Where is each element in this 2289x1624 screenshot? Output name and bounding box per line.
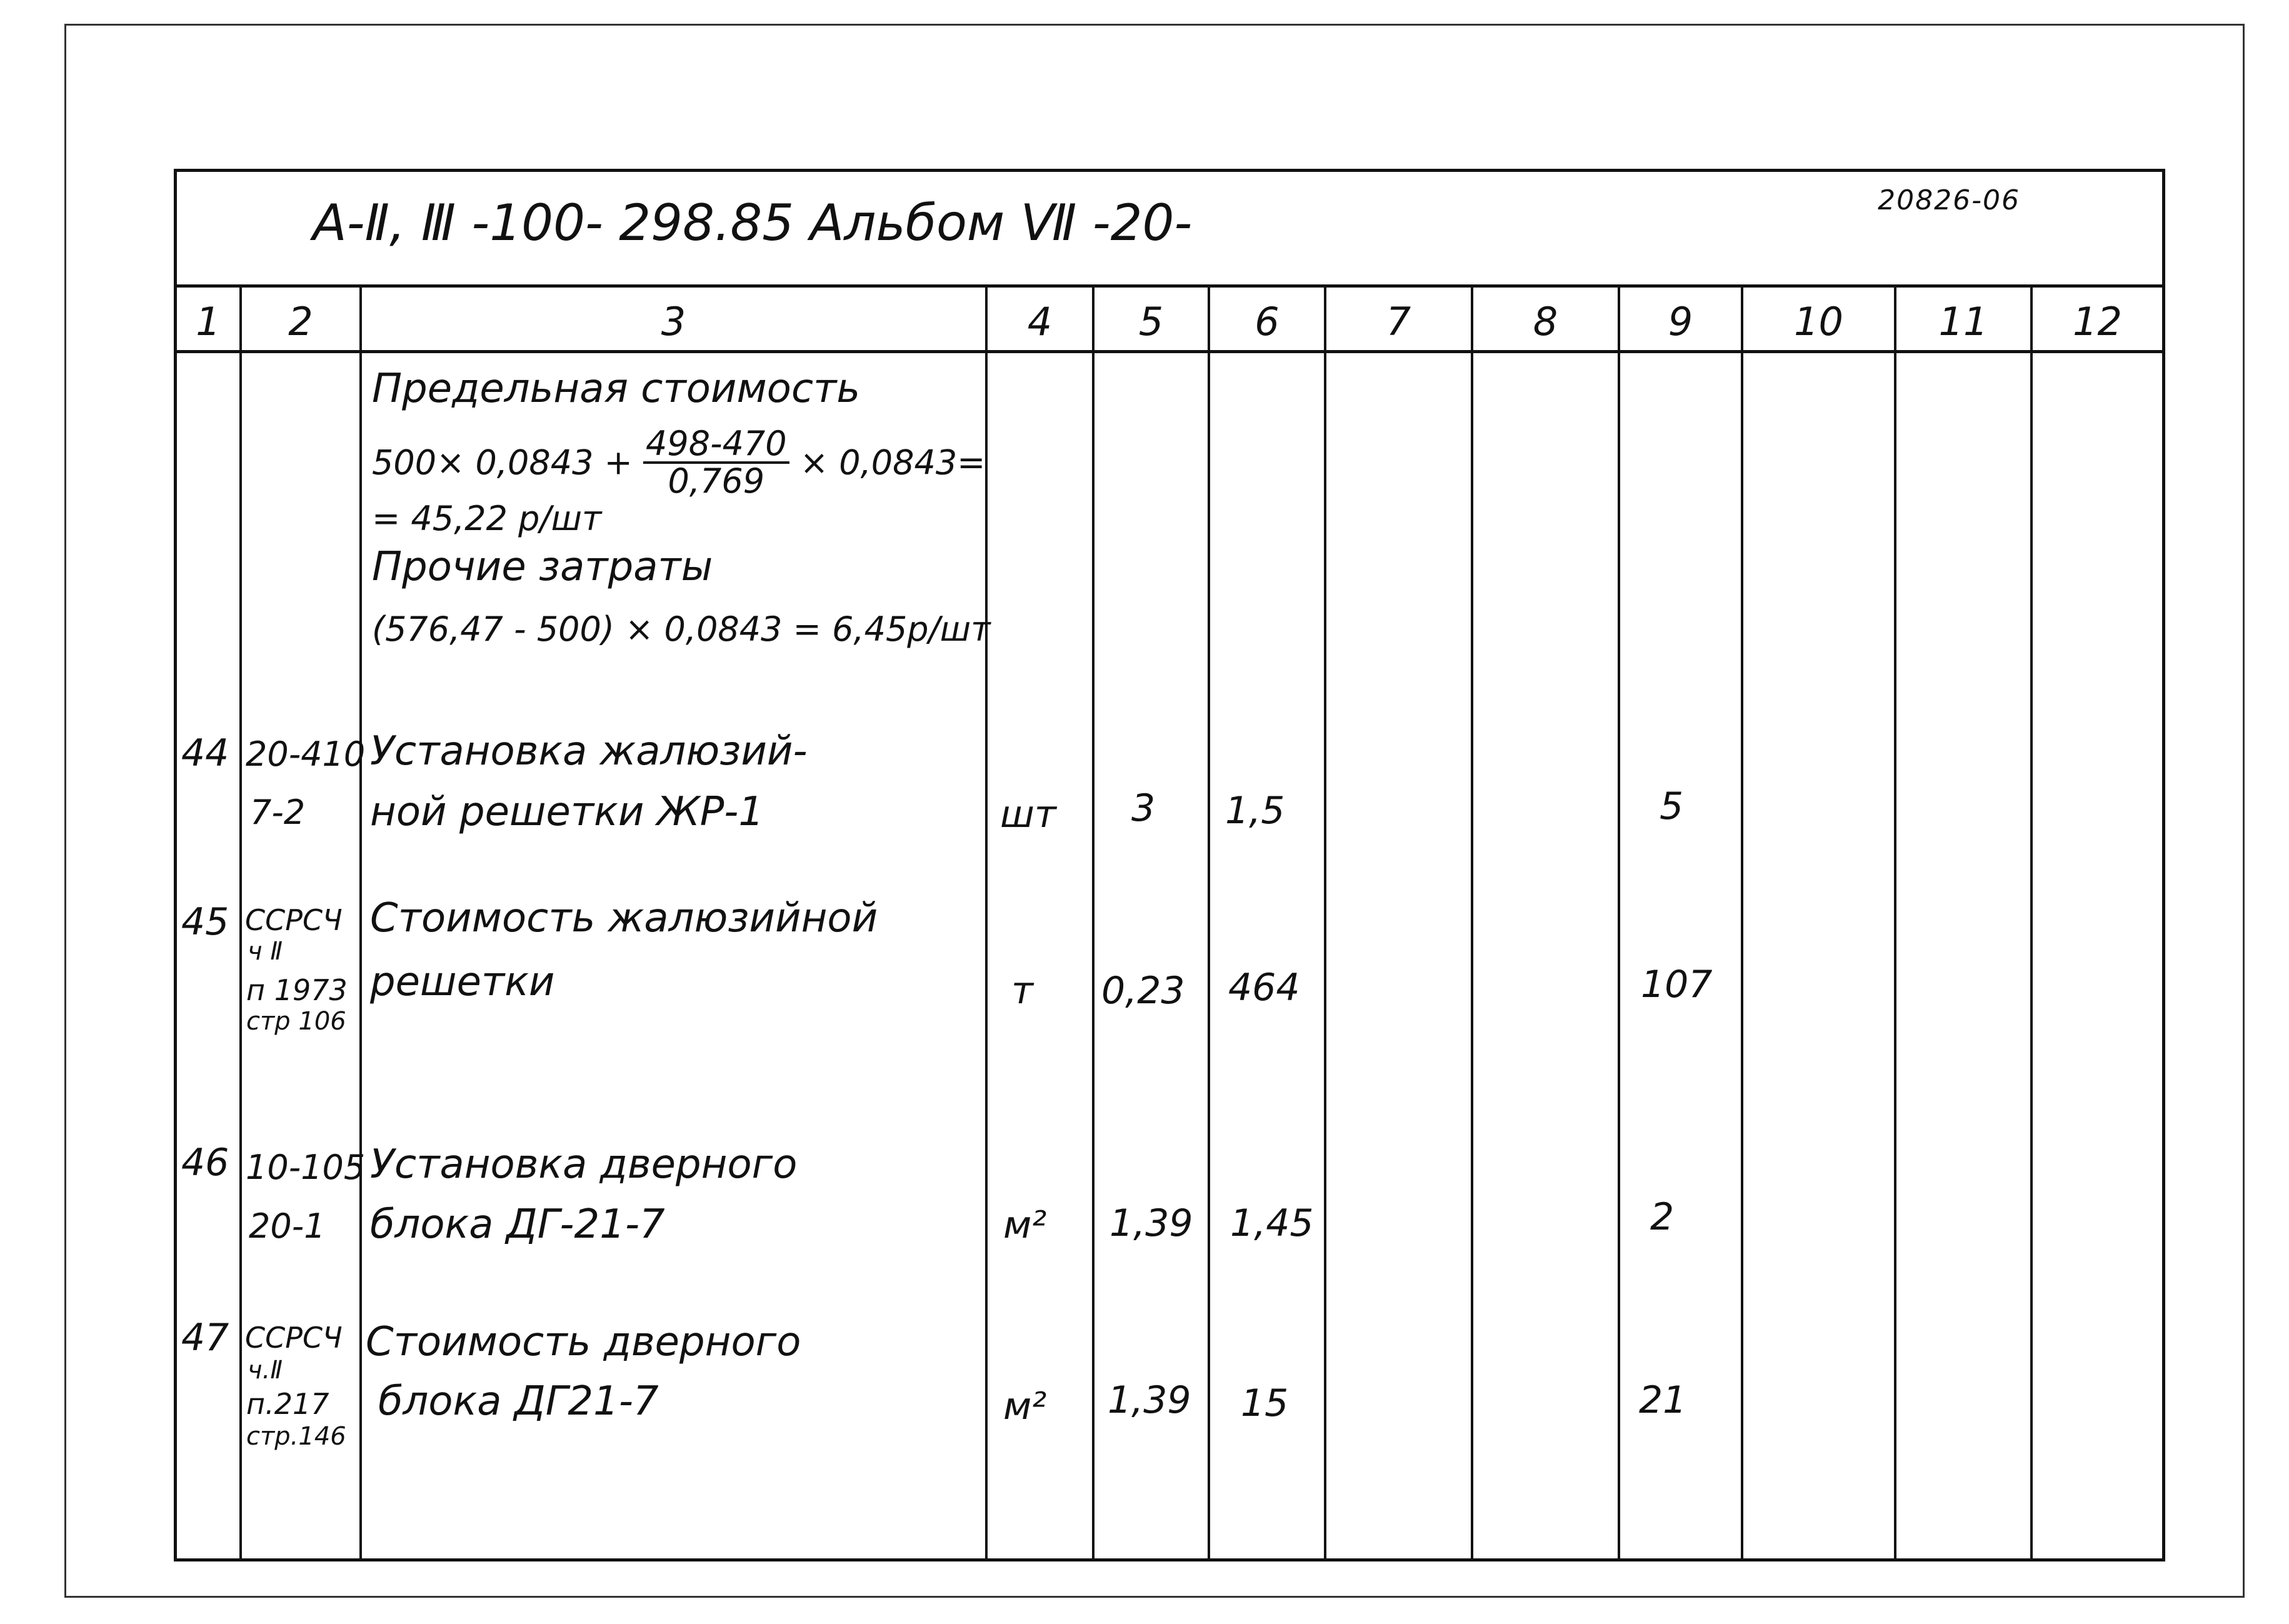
row-46-num: 46 — [181, 1141, 229, 1185]
row-45-unit: т — [1011, 969, 1033, 1013]
row-45-desc-1: Стоимость жалюзийной — [370, 895, 878, 941]
row-46-total: 2 — [1650, 1195, 1675, 1239]
row-44-code-2: 7-2 — [250, 793, 306, 832]
col-divider-9 — [1741, 284, 1743, 1561]
fraction-numerator: 498-470 — [643, 426, 789, 464]
row-44-unit: шт — [1000, 793, 1056, 836]
row-44-desc-2: ной решетки ЖР-1 — [370, 789, 764, 835]
row-45-code-3: п 1973 — [246, 973, 348, 1007]
col-divider-6 — [1324, 284, 1326, 1561]
row-46-unit: м² — [1003, 1203, 1047, 1247]
row-45-qty: 0,23 — [1101, 969, 1185, 1013]
row-46-code-2: 20-1 — [249, 1206, 326, 1246]
row-45-price: 464 — [1228, 966, 1300, 1010]
fraction-denominator: 0,769 — [668, 461, 765, 501]
row-47-total: 21 — [1639, 1378, 1687, 1422]
intro-line-5: (576,47 - 500) × 0,0843 = 6,45р/шт — [372, 609, 991, 649]
col-divider-4 — [1092, 284, 1094, 1561]
row-44-desc-1: Установка жалюзий- — [370, 728, 808, 774]
col-header-10: 10 — [1794, 299, 1843, 344]
row-47-code-2: ч.Ⅱ — [248, 1356, 283, 1385]
row-47-num: 47 — [181, 1316, 229, 1360]
document-number: 20826-06 — [1878, 184, 2020, 216]
row-47-desc-1: Стоимость дверного — [366, 1319, 801, 1365]
col-header-11: 11 — [1938, 299, 1988, 344]
row-44-code-1: 20-410 — [246, 734, 366, 774]
row-44-price: 1,5 — [1225, 789, 1285, 833]
column-header-divider — [174, 350, 2165, 353]
row-47-desc-2: блока ДГ21-7 — [378, 1378, 659, 1425]
row-45-num: 45 — [181, 900, 229, 944]
row-46-qty: 1,39 — [1109, 1201, 1193, 1245]
col-divider-8 — [1618, 284, 1620, 1561]
col-divider-1 — [239, 284, 242, 1561]
col-divider-7 — [1471, 284, 1473, 1561]
row-45-code-4: стр 106 — [246, 1007, 346, 1036]
col-divider-3 — [985, 284, 988, 1561]
row-47-qty: 1,39 — [1108, 1378, 1191, 1422]
formula-lead: 500× 0,0843 + — [372, 443, 633, 483]
formula-fraction — [643, 426, 789, 499]
intro-formula — [372, 426, 985, 499]
row-44-qty: 3 — [1131, 786, 1156, 830]
row-47-code-1: ССРСЧ — [245, 1321, 343, 1355]
formula-tail: × 0,0843= — [799, 443, 986, 483]
row-47-code-4: стр.146 — [246, 1422, 346, 1451]
col-header-9: 9 — [1668, 299, 1693, 344]
row-45-code-1: ССРСЧ — [245, 903, 343, 937]
row-47-price: 15 — [1241, 1381, 1289, 1425]
intro-line-3: = 45,22 р/шт — [372, 499, 602, 538]
col-header-2: 2 — [288, 299, 313, 344]
col-header-5: 5 — [1138, 299, 1164, 344]
col-header-3: 3 — [661, 299, 686, 344]
row-46-code-1: 10-105 — [246, 1148, 366, 1187]
col-header-6: 6 — [1255, 299, 1280, 344]
row-47-code-3: п.217 — [246, 1387, 329, 1421]
row-45-desc-2: решетки — [370, 959, 555, 1005]
row-47-unit: м² — [1003, 1385, 1047, 1428]
row-45-total: 107 — [1641, 963, 1713, 1006]
document-title: А-Ⅱ, Ⅲ -100- 298.85 Альбом Ⅶ -20- — [313, 194, 1193, 252]
intro-line-4: Прочие затраты — [372, 544, 713, 590]
intro-line-1: Предельная стоимость — [372, 366, 861, 412]
row-45-code-2: ч Ⅱ — [248, 937, 283, 966]
col-divider-11 — [2030, 284, 2033, 1561]
row-46-desc-1: Установка дверного — [370, 1141, 798, 1188]
col-header-7: 7 — [1386, 299, 1411, 344]
col-header-1: 1 — [196, 299, 221, 344]
row-44-total: 5 — [1660, 784, 1684, 828]
col-header-4: 4 — [1027, 299, 1053, 344]
header-divider — [174, 284, 2165, 288]
col-divider-2 — [359, 284, 362, 1561]
row-46-desc-2: блока ДГ-21-7 — [370, 1201, 665, 1248]
col-divider-5 — [1208, 284, 1210, 1561]
col-header-12: 12 — [2073, 299, 2122, 344]
col-divider-10 — [1894, 284, 1896, 1561]
row-44-num: 44 — [181, 731, 229, 775]
row-46-price: 1,45 — [1230, 1201, 1314, 1245]
col-header-8: 8 — [1533, 299, 1558, 344]
